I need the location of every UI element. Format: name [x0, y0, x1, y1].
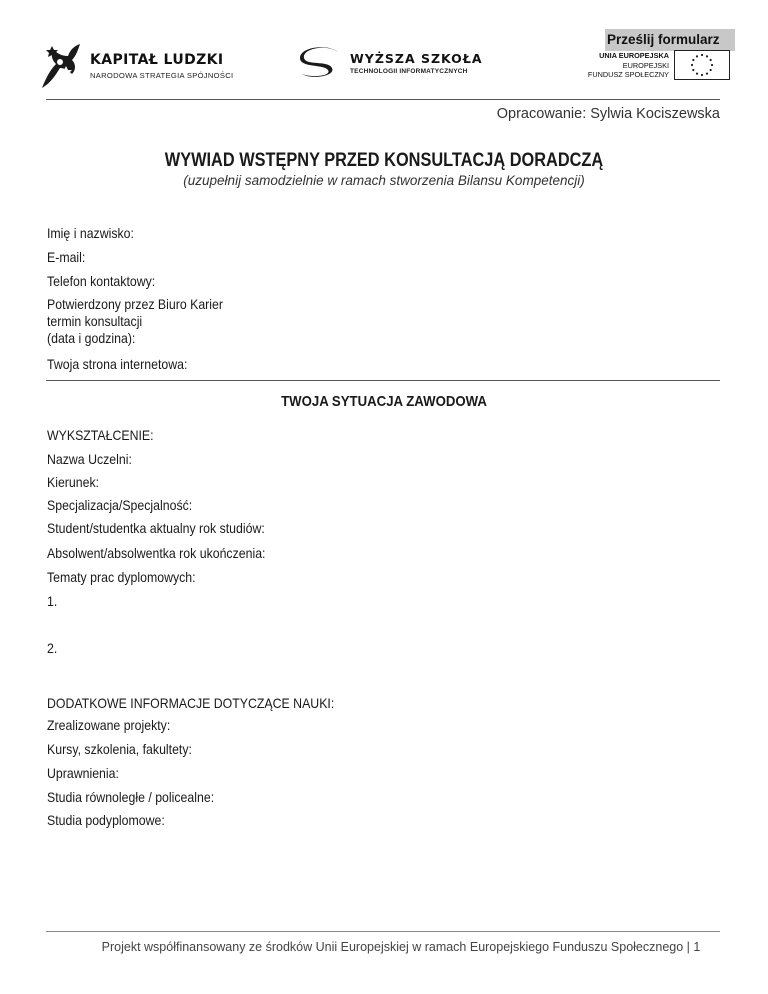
thesis-1-label: 1.	[47, 593, 58, 609]
page-title: WYWIAD WSTĘPNY PRZED KONSULTACJĄ DORADCZĄ	[164, 150, 604, 171]
eu-line-1: UNIA EUROPEJSKA	[599, 51, 669, 60]
kapital-ludzki-subtitle: NARODOWA STRATEGIA SPÓJNOŚCI	[90, 71, 234, 80]
kapital-ludzki-logo-icon	[38, 40, 84, 90]
thesis-2-label: 2.	[47, 640, 58, 656]
parallel-studies-label: Studia równoległe / policealne:	[47, 789, 215, 805]
wsti-logo-icon	[298, 46, 344, 80]
specialization-label: Specjalizacja/Specjalność:	[47, 497, 193, 513]
thesis-heading: Tematy prac dyplomowych:	[47, 569, 196, 585]
header-divider	[46, 99, 720, 100]
section-title: TWOJA SYTUACJA ZAWODOWA	[281, 393, 487, 410]
university-label: Nazwa Uczelni:	[47, 451, 132, 467]
kapital-ludzki-title: KAPITAŁ LUDZKI	[90, 52, 224, 68]
field-label: Kierunek:	[47, 474, 100, 490]
licenses-label: Uprawnienia:	[47, 765, 119, 781]
website-label: Twoja strona internetowa:	[47, 356, 188, 372]
wsti-subtitle: TECHNOLOGII INFORMATYCZNYCH	[350, 68, 468, 75]
consultation-label-line-1: Potwierdzony przez Biuro Karier	[47, 296, 223, 312]
page-subtitle: (uzupełnij samodzielnie w ramach stworzenia Bilansu Kompetencji)	[183, 173, 585, 188]
postgrad-studies-label: Studia podyplomowe:	[47, 812, 165, 828]
student-year-label: Student/studentka aktualny rok studiów:	[47, 520, 265, 536]
additional-heading: DODATKOWE INFORMACJE DOTYCZĄCE NAUKI:	[47, 695, 335, 711]
wsti-title: WYŻSZA SZKOŁA	[350, 51, 483, 66]
footer-text: Projekt współfinansowany ze środków Unii Europejskiej w ramach Europejskiego Funduszu Społecznego | 1	[101, 940, 701, 954]
name-label: Imię i nazwisko:	[47, 225, 134, 241]
graduate-year-label: Absolwent/absolwentka rok ukończenia:	[47, 545, 266, 561]
phone-label: Telefon kontaktowy:	[47, 273, 156, 289]
eu-flag-icon	[674, 50, 730, 80]
consultation-label-line-3: (data i godzina):	[47, 330, 136, 346]
consultation-label-line-2: termin konsultacji	[47, 313, 143, 329]
section-divider	[46, 380, 720, 381]
eu-fund-text	[588, 51, 669, 80]
education-heading: WYKSZTAŁCENIE:	[47, 427, 154, 443]
courses-label: Kursy, szkolenia, fakultety:	[47, 741, 192, 757]
submit-form-button[interactable]: Prześlij formularz	[605, 29, 735, 51]
email-label: E-mail:	[47, 249, 86, 265]
author-note: Opracowanie: Sylwia Kociszewska	[496, 106, 720, 122]
eu-line-2: EUROPEJSKI	[622, 60, 669, 70]
eu-line-3: FUNDUSZ SPOŁECZNY	[587, 70, 669, 79]
footer-divider	[46, 931, 720, 932]
projects-label: Zrealizowane projekty:	[47, 717, 171, 733]
